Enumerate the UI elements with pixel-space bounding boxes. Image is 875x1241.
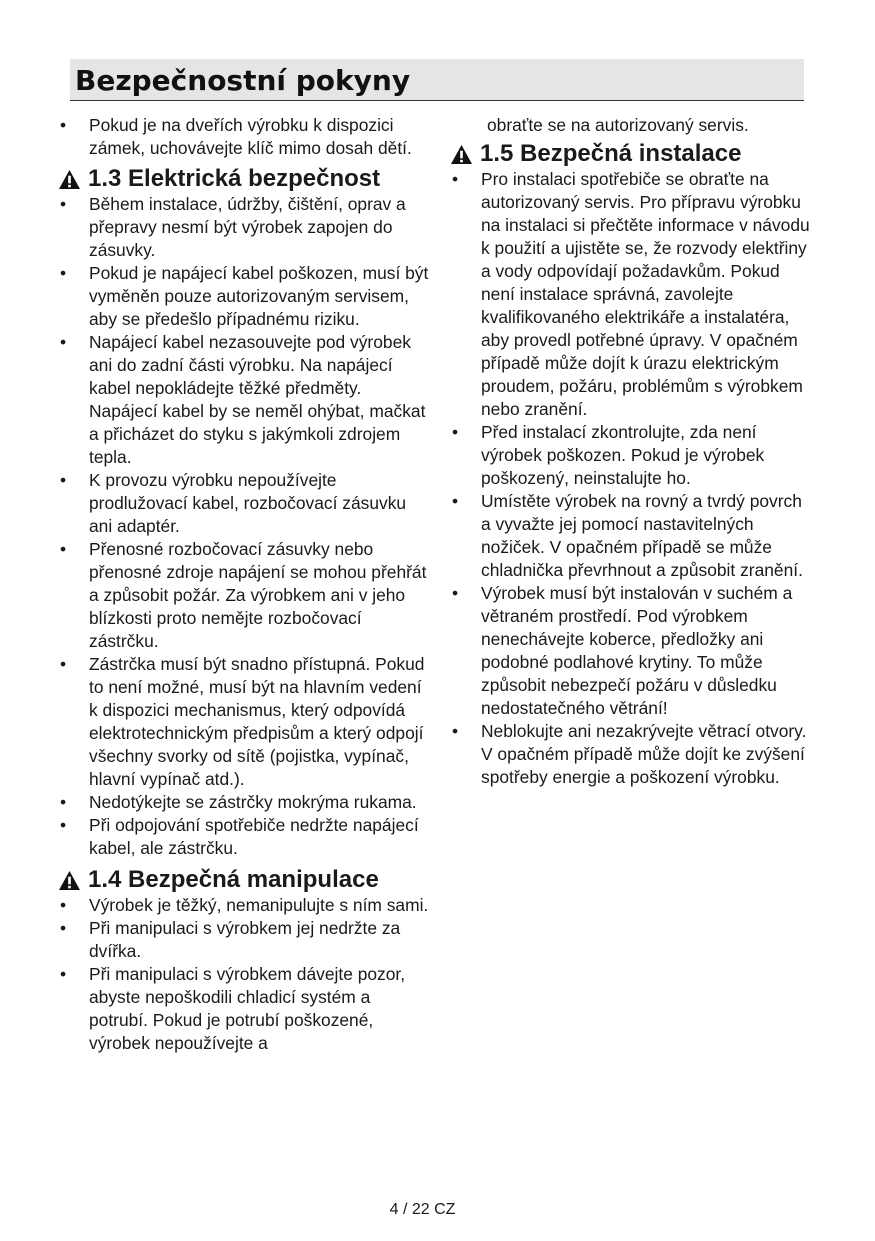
list-item: • Během instalace, údržby, čištění, oprav a přepravy nesmí být výrobek zapojen do zásuvky.	[59, 194, 406, 260]
list-item: • Před instalací zkontrolujte, zda není výrobek poškozen. Pokud je výrobek poškozený, neinstalujte ho.	[451, 422, 765, 488]
bullet-icon: •	[59, 654, 67, 674]
bullet-icon: •	[59, 964, 67, 984]
list-item: • Napájecí kabel nezasouvejte pod výrobek ani do zadní části výrobku. Na napájecí kabel nepokládejte těžké předměty. Napájecí kabel by se neměl ohýbat, mačkat a přicházet do styku s jakýmkoli zdrojem tepla.	[59, 332, 426, 467]
page-number: 4 / 22 CZ	[389, 1201, 456, 1218]
list-item: • Při manipulaci s výrobkem dávejte pozor, abyste nepoškodili chladicí systém a potrubí. Pokud je potrubí poškozené, výrobek nepoužívejte a	[59, 964, 406, 1053]
safe-handling-list	[58, 894, 430, 1055]
bullet-icon: •	[451, 721, 459, 741]
list-item: • Pro instalaci spotřebiče se obraťte na autorizovaný servis. Pro přípravu výrobku na instalaci si přečtěte informace v návodu k použití a ujistěte se, že rozvody elektřiny a vody odpovídají požadavkům. Pokud není instalace správná, zavolejte kvalifikovaného elektrikáře a instalatéra, aby provedl potřebné úpravy. V opačném případě může dojít k úrazu elektrickým proudem, požáru, problémům s výrobkem nebo zranění.	[451, 169, 810, 419]
section-title-safe-installation: 1.5 Bezpečná instalace	[450, 140, 810, 168]
warning-triangle-icon	[450, 144, 473, 165]
bullet-icon: •	[59, 115, 67, 135]
bullet-icon: •	[451, 491, 459, 511]
intro-list	[58, 114, 430, 160]
list-item: • Umístěte výrobek na rovný a tvrdý povrch a vyvažte jej pomocí nastavitelných nožiček. V opačném případě se může chladnička převrhnout a způsobit zranění.	[451, 491, 803, 580]
left-column	[58, 114, 430, 1055]
bullet-icon: •	[59, 895, 67, 915]
right-column	[450, 114, 810, 789]
electrical-safety-list	[58, 193, 430, 860]
bullet-icon: •	[451, 422, 459, 442]
bullet-icon: •	[59, 263, 67, 283]
bullet-icon: •	[59, 332, 67, 352]
list-item: • Výrobek je těžký, nemanipulujte s ním sami.	[59, 895, 429, 915]
list-item: • Při odpojování spotřebiče nedržte napájecí kabel, ale zástrčku.	[59, 815, 419, 858]
bullet-icon: •	[59, 194, 67, 214]
list-item: • Nedotýkejte se zástrčky mokrýma rukama.	[59, 792, 417, 812]
bullet-icon: •	[59, 470, 67, 490]
list-item: • Výrobek musí být instalován v suchém a větraném prostředí. Pod výrobkem nenechávejte koberce, předložky ani podobné podlahové krytiny. To může způsobit nebezpečí požáru v důsledku nedostatečného větrání!	[451, 583, 793, 718]
section-title-safe-handling: 1.4 Bezpečná manipulace	[58, 866, 430, 894]
bullet-icon: •	[59, 792, 67, 812]
page-title: Bezpečnostní pokyny	[75, 64, 411, 97]
safe-installation-list	[450, 168, 810, 789]
list-item: • Pokud je napájecí kabel poškozen, musí být vyměněn pouze autorizovaným servisem, aby se předešlo případnému riziku.	[59, 263, 429, 329]
list-item: • Neblokujte ani nezakrývejte větrací otvory. V opačném případě může dojít ke zvýšení spotřeby energie a poškození výrobku.	[451, 721, 807, 787]
bullet-icon: •	[59, 815, 67, 835]
list-item: • Při manipulaci s výrobkem jej nedržte za dvířka.	[59, 918, 401, 961]
continuation-text: obraťte se na autorizovaný servis.	[487, 115, 749, 135]
list-item: • Pokud je na dveřích výrobku k dispozici zámek, uchovávejte klíč mimo dosah dětí.	[59, 115, 412, 158]
section-title-electrical-safety: 1.3 Elektrická bezpečnost	[58, 165, 430, 193]
bullet-icon: •	[451, 583, 459, 603]
bullet-icon: •	[59, 918, 67, 938]
warning-triangle-icon	[58, 870, 81, 891]
warning-triangle-icon	[58, 169, 81, 190]
page-header	[70, 59, 804, 101]
list-item: • K provozu výrobku nepoužívejte prodlužovací kabel, rozbočovací zásuvku ani adaptér.	[59, 470, 407, 536]
bullet-icon: •	[59, 539, 67, 559]
bullet-icon: •	[451, 169, 459, 189]
list-item: • Zástrčka musí být snadno přístupná. Pokud to není možné, musí být na hlavním vedení k dispozici mechanismus, který odpovídá elektrotechnickým předpisům a který odpojí všechny svorky od sítě (pojistka, vypínač, hlavní vypínač atd.).	[59, 654, 425, 789]
list-item: • Přenosné rozbočovací zásuvky nebo přenosné zdroje napájení se mohou přehřát a způsobit požár. Za výrobkem ani v jeho blízkosti proto nemějte rozbočovací zástrčku.	[59, 539, 427, 651]
